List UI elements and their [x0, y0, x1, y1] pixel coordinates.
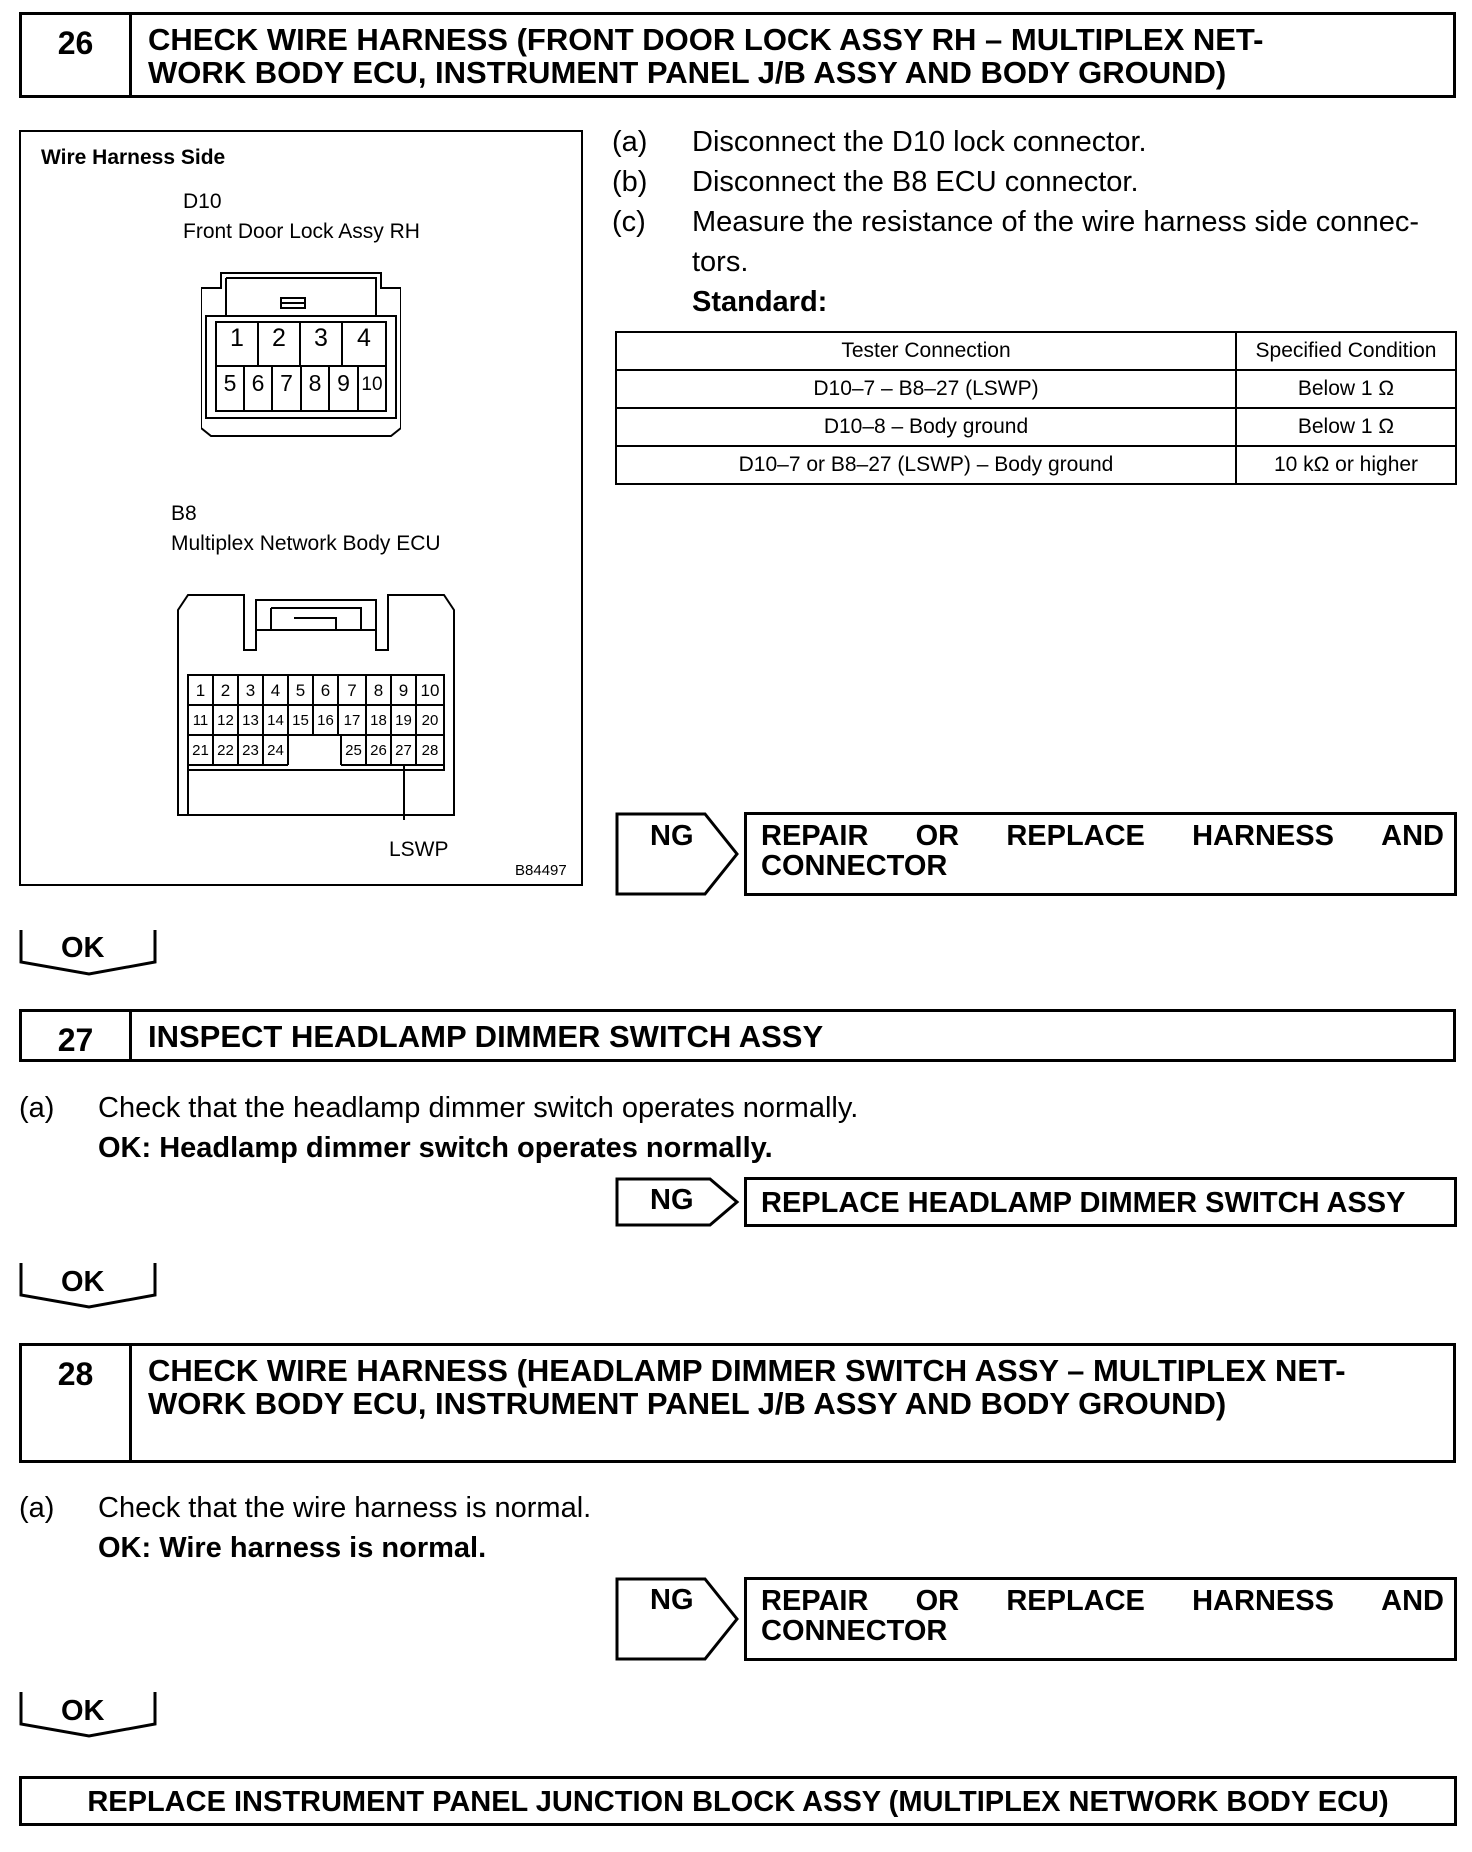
table-cell: D10–8 – Body ground — [616, 408, 1236, 446]
pin: 26 — [370, 742, 387, 759]
final-action: REPLACE INSTRUMENT PANEL JUNCTION BLOCK ASSY (MULTIPLEX NETWORK BODY ECU) — [87, 1786, 1389, 1818]
table-cell: Below 1 Ω — [1236, 408, 1456, 446]
pin: 4 — [357, 324, 371, 352]
ng-action-line1: REPAIR OR REPLACE HARNESS AND — [761, 1585, 1444, 1617]
pin: 2 — [220, 681, 231, 700]
pin: 18 — [370, 712, 387, 729]
pin: 16 — [317, 712, 334, 729]
standard-label: Standard: — [692, 286, 828, 318]
table-cell: Below 1 Ω — [1236, 370, 1456, 408]
d10-name: Front Door Lock Assy RH — [183, 220, 420, 243]
pin: 7 — [347, 681, 357, 700]
step-label: (a) — [19, 1492, 55, 1524]
pin: 21 — [192, 742, 209, 759]
ok-label: OK — [61, 1266, 105, 1298]
pin: 24 — [267, 742, 284, 759]
pin: 3 — [314, 324, 328, 352]
ng-result-box — [744, 1577, 1457, 1661]
pin: 7 — [280, 370, 293, 396]
step-number: 26 — [22, 15, 132, 95]
ng-action-line2: CONNECTOR — [761, 850, 948, 882]
d10-pins-bottom — [216, 370, 386, 414]
b8-pins-row3 — [188, 737, 444, 765]
ok-label: OK — [61, 932, 105, 964]
pin: 8 — [308, 370, 322, 396]
pin-empty — [288, 737, 313, 765]
b8-name: Multiplex Network Body ECU — [171, 532, 441, 555]
pin: 19 — [395, 712, 412, 729]
pin: 6 — [320, 681, 331, 700]
step-28-header — [19, 1343, 1456, 1463]
ng-label: NG — [650, 820, 694, 852]
step-title: CHECK WIRE HARNESS (FRONT DOOR LOCK ASSY RH – MULTIPLEX NET- WORK BODY ECU, INSTRUMENT PANEL J/B ASSY AND BODY GROUND) — [148, 22, 1264, 90]
pin: 15 — [292, 712, 309, 729]
pin: 28 — [421, 742, 439, 759]
pin: 1 — [195, 681, 206, 700]
pin: 17 — [343, 712, 361, 729]
d10-pins-top — [216, 324, 386, 368]
pin: 5 — [223, 370, 237, 396]
pin: 3 — [245, 681, 256, 700]
b8-pins-row2 — [188, 707, 444, 735]
ng-result-box — [744, 812, 1457, 896]
ng-result-box — [744, 1177, 1457, 1227]
step-title: INSPECT HEADLAMP DIMMER SWITCH ASSY — [148, 1019, 824, 1054]
final-action-box — [19, 1776, 1457, 1826]
d10-code: D10 — [183, 190, 222, 213]
step-text: Disconnect the B8 ECU connector. — [692, 166, 1139, 198]
pin: 14 — [267, 712, 284, 729]
step-text: Measure the resistance of the wire harness side connec- — [692, 206, 1419, 238]
b8-code: B8 — [171, 502, 197, 525]
step-label: (b) — [612, 166, 648, 198]
pin: 13 — [242, 712, 259, 729]
ng-label: NG — [650, 1584, 694, 1616]
step-27-header — [19, 1009, 1456, 1062]
ok-condition: OK: Headlamp dimmer switch operates normally. — [98, 1132, 773, 1164]
pin: 20 — [421, 712, 439, 729]
step-label: (a) — [19, 1092, 55, 1124]
step-26-header — [19, 12, 1456, 98]
step-text: tors. — [692, 246, 749, 278]
b8-connector-icon — [176, 590, 456, 820]
pin-empty — [313, 737, 341, 765]
pin: 9 — [398, 681, 409, 700]
pin: 22 — [217, 742, 234, 759]
ng-action: REPLACE HEADLAMP DIMMER SWITCH ASSY — [761, 1187, 1406, 1219]
step-number: 28 — [22, 1346, 132, 1460]
table-row — [616, 408, 1456, 446]
pin: 5 — [295, 681, 306, 700]
ng-label: NG — [650, 1184, 694, 1216]
signal-label: LSWP — [389, 838, 449, 861]
table-cell: D10–7 or B8–27 (LSWP) – Body ground — [616, 446, 1236, 484]
pin: 9 — [337, 370, 350, 396]
pin: 4 — [270, 681, 281, 700]
table-cell: D10–7 – B8–27 (LSWP) — [616, 370, 1236, 408]
pin: 6 — [251, 370, 265, 396]
step-title: CHECK WIRE HARNESS (HEADLAMP DIMMER SWITCH ASSY – MULTIPLEX NET- WORK BODY ECU, INSTRUMENT PANEL J/B ASSY AND BODY GROUND) — [148, 1353, 1346, 1421]
pin: 10 — [361, 374, 383, 395]
step-text: Check that the wire harness is normal. — [98, 1492, 592, 1524]
table-header: Tester Connection — [616, 332, 1236, 370]
step-text: Disconnect the D10 lock connector. — [692, 126, 1147, 158]
pin: 25 — [345, 742, 362, 759]
step-label: (a) — [612, 126, 648, 158]
step-number: 27 — [22, 1012, 132, 1059]
wiring-figure — [19, 130, 583, 886]
ng-action-line1: REPAIR OR REPLACE HARNESS AND — [761, 820, 1444, 852]
table-header-row — [616, 332, 1456, 370]
figure-header: Wire Harness Side — [41, 146, 226, 169]
pin: 27 — [395, 742, 412, 759]
ok-condition: OK: Wire harness is normal. — [98, 1532, 487, 1564]
table-row — [616, 370, 1456, 408]
table-header: Specified Condition — [1236, 332, 1456, 370]
pin: 8 — [373, 681, 384, 700]
table-cell: 10 kΩ or higher — [1236, 446, 1456, 484]
ng-action-line2: CONNECTOR — [761, 1615, 948, 1647]
b8-pins-row1 — [188, 677, 444, 705]
step-text: Check that the headlamp dimmer switch operates normally. — [98, 1092, 859, 1124]
ok-label: OK — [61, 1695, 105, 1727]
pin: 11 — [192, 712, 209, 729]
pin: 23 — [242, 742, 259, 759]
pin: 12 — [217, 712, 234, 729]
pin: 2 — [272, 324, 286, 352]
pin: 10 — [420, 681, 440, 700]
step-label: (c) — [612, 206, 646, 238]
table-row — [616, 446, 1456, 484]
figure-id: B84497 — [515, 862, 567, 879]
pin: 1 — [230, 324, 244, 352]
spec-table — [615, 331, 1457, 485]
